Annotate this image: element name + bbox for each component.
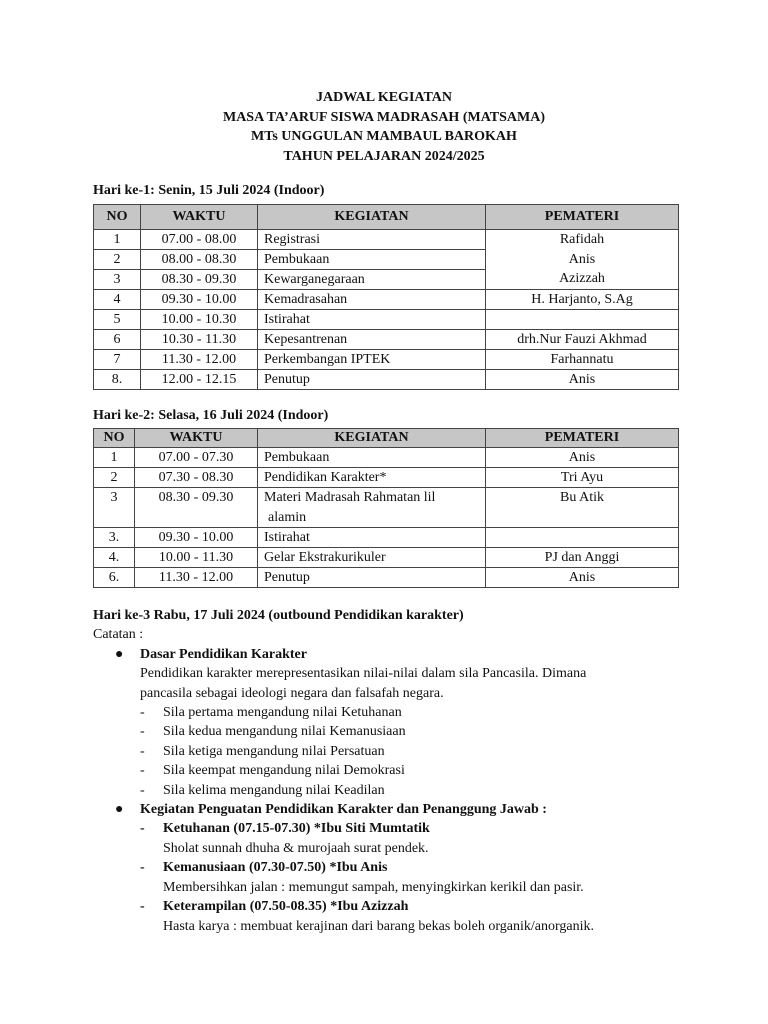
cell-kegiatan: Pendidikan Karakter* [258,468,486,488]
table-row [94,528,679,548]
sila-item: Sila ketiga mengandung nilai Persatuan [163,743,385,759]
dash-icon: - [140,860,145,876]
cell-pemateri: Anis [486,370,679,390]
cell-kegiatan: Perkembangan IPTEK [258,350,486,370]
title-line-4: TAHUN PELAJARAN 2024/2025 [283,148,485,164]
cell-no: 6. [94,568,135,588]
cell-pemateri: Farhannatu [486,350,679,370]
cell-waktu: 10.00 - 11.30 [135,548,258,568]
table-row [94,370,679,390]
cell-pemateri-merged [486,230,679,290]
cell-waktu: 08.30 - 09.30 [135,488,258,528]
cell-no: 3. [94,528,135,548]
table-row [94,330,679,350]
cell-waktu: 09.30 - 10.00 [135,528,258,548]
day3-notes [93,606,693,936]
bullet-icon: ● [115,802,124,818]
list-item [93,761,693,780]
cell-no: 1 [94,230,141,250]
section1-para-line: pancasila sebagai ideologi negara dan falsafah negara. [140,685,444,701]
cell-waktu: 07.30 - 08.30 [135,468,258,488]
table-row [94,350,679,370]
cell-no: 6 [94,330,141,350]
cell-kegiatan: Kewarganegaraan [258,270,486,290]
cell-kegiatan: Istirahat [258,310,486,330]
cell-waktu: 12.00 - 12.15 [141,370,258,390]
cell-no: 2 [94,250,141,270]
list-item [93,742,693,761]
table-row [94,290,679,310]
table-row [94,488,679,528]
table-header-row [94,429,679,448]
table-row [94,568,679,588]
catatan-label: Catatan : [93,627,144,643]
col-header-kegiatan: KEGIATAN [258,429,486,448]
day2-heading: Hari ke-2: Selasa, 16 Juli 2024 (Indoor) [93,408,329,423]
cell-pemateri [486,310,679,330]
col-header-pemateri: PEMATERI [486,205,679,230]
dash-icon: - [140,782,145,798]
cell-waktu: 11.30 - 12.00 [141,350,258,370]
cell-no: 4 [94,290,141,310]
pemateri-name: Rafidah [559,232,605,247]
cell-no: 8. [94,370,141,390]
list-item [93,645,693,664]
cell-no: 4. [94,548,135,568]
day1-table [93,204,679,390]
cell-pemateri: Bu Atik [486,488,679,528]
list-item [93,781,693,800]
cell-kegiatan [258,488,486,528]
cell-kegiatan: Kemadrasahan [258,290,486,310]
kegiatan-line: alamin [268,509,307,525]
list-item [93,722,693,741]
cell-pemateri: Anis [486,448,679,468]
document-title [0,88,768,166]
cell-kegiatan: Pembukaan [258,448,486,468]
col-header-no: NO [94,205,141,230]
cell-no: 3 [94,270,141,290]
cell-waktu: 11.30 - 12.00 [135,568,258,588]
activity-desc: Hasta karya : membuat kerajinan dari barang bekas boleh organik/anorganik. [163,918,594,934]
activity-desc: Sholat sunnah dhuha & murojaah surat pendek. [163,840,429,856]
cell-pemateri: Anis [486,568,679,588]
cell-pemateri: Tri Ayu [486,468,679,488]
cell-kegiatan: Penutup [258,370,486,390]
title-line-3: MTs UNGGULAN MAMBAUL BAROKAH [251,129,517,144]
list-item [93,703,693,722]
cell-no: 1 [94,448,135,468]
cell-kegiatan: Gelar Ekstrakurikuler [258,548,486,568]
day2-table [93,428,679,588]
section1-para-line: Pendidikan karakter merepresentasikan nilai-nilai dalam sila Pancasila. Dimana [140,666,587,682]
cell-pemateri: PJ dan Anggi [486,548,679,568]
activity-title: Keterampilan (07.50-08.35) *Ibu Azizzah [163,899,409,915]
col-header-kegiatan: KEGIATAN [258,205,486,230]
table-header-row [94,205,679,230]
cell-waktu: 09.30 - 10.00 [141,290,258,310]
cell-waktu: 08.00 - 08.30 [141,250,258,270]
cell-pemateri: drh.Nur Fauzi Akhmad [486,330,679,350]
pemateri-name: Azizzah [559,271,605,286]
sila-item: Sila kelima mengandung nilai Keadilan [163,782,385,798]
list-item [93,858,693,877]
list-item [93,800,693,819]
col-header-no: NO [94,429,135,448]
cell-kegiatan: Kepesantrenan [258,330,486,350]
cell-waktu: 08.30 - 09.30 [141,270,258,290]
title-line-1: JADWAL KEGIATAN [315,90,452,105]
dash-icon: - [140,821,145,837]
kegiatan-line: Materi Madrasah Rahmatan lil [264,490,436,505]
pemateri-name: Anis [568,251,596,267]
table-row [94,310,679,330]
cell-kegiatan: Pembukaan [258,250,486,270]
dash-icon: - [140,705,145,721]
cell-kegiatan: Istirahat [258,528,486,548]
list-item [93,897,693,916]
activity-desc: Membersihkan jalan : memungut sampah, menyingkirkan kerikil dan pasir. [163,879,584,895]
table-row [94,548,679,568]
activity-title: Ketuhanan (07.15-07.30) *Ibu Siti Mumtatik [163,821,430,837]
cell-waktu: 07.00 - 07.30 [135,448,258,468]
cell-no: 2 [94,468,135,488]
sila-item: Sila keempat mengandung nilai Demokrasi [163,763,405,779]
cell-kegiatan: Registrasi [258,230,486,250]
table-row [94,448,679,468]
sila-item: Sila kedua mengandung nilai Kemanusiaan [163,724,406,740]
activity-title: Kemanusiaan (07.30-07.50) *Ibu Anis [163,860,388,876]
sila-item: Sila pertama mengandung nilai Ketuhanan [163,705,402,721]
cell-kegiatan: Penutup [258,568,486,588]
title-line-2: MASA TA’ARUF SISWA MADRASAH (MATSAMA) [222,109,545,125]
day1-heading: Hari ke-1: Senin, 15 Juli 2024 (Indoor) [93,183,325,198]
day3-heading: Hari ke-3 Rabu, 17 Juli 2024 (outbound Pendidikan karakter) [93,608,464,623]
cell-waktu: 07.00 - 08.00 [141,230,258,250]
section2-title: Kegiatan Penguatan Pendidikan Karakter dan Penanggung Jawab : [140,802,547,818]
col-header-waktu: WAKTU [135,429,258,448]
col-header-waktu: WAKTU [141,205,258,230]
table-row [94,230,679,250]
cell-waktu: 10.00 - 10.30 [141,310,258,330]
dash-icon: - [140,763,145,779]
table-row [94,468,679,488]
cell-no: 3 [94,488,135,528]
list-item [93,819,693,838]
cell-no: 7 [94,350,141,370]
cell-pemateri: H. Harjanto, S.Ag [486,290,679,310]
dash-icon: - [140,899,145,915]
bullet-icon: ● [115,646,124,662]
dash-icon: - [140,724,145,740]
section1-title: Dasar Pendidikan Karakter [140,646,307,662]
cell-waktu: 10.30 - 11.30 [141,330,258,350]
cell-pemateri [486,528,679,548]
col-header-pemateri: PEMATERI [486,429,679,448]
cell-no: 5 [94,310,141,330]
dash-icon: - [140,743,145,759]
